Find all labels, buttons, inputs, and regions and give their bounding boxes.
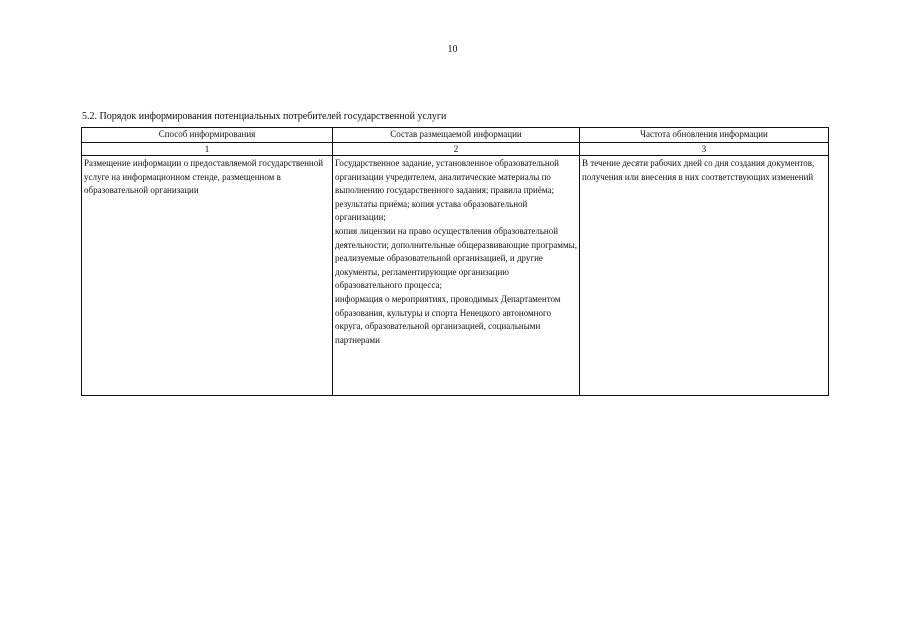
information-table	[81, 127, 829, 396]
content-paragraph: копия лицензии на право осуществления образовательной деятельности; дополнительные общеразвивающие программы, реализуемые образовательной организацией, и другие документы, регламентирующие организацию образовательного процесса;	[335, 225, 577, 291]
cell-method: Размещение информации о предоставляемой государственной услуге на информационном стенде, размещенном в образовательной организации	[82, 156, 333, 396]
content-paragraph: результаты приёма; копия устава образовательной организации;	[335, 198, 528, 223]
column-number-1: 1	[82, 143, 333, 156]
cell-content	[333, 156, 580, 396]
cell-frequency: В течение десяти рабочих дней со дня создания документов, получения или внесения в них соответствующих изменений	[580, 156, 829, 396]
table-row	[82, 156, 829, 396]
header-row	[82, 128, 829, 143]
content-paragraph: информация о мероприятиях, проводимых Департаментом образования, культуры и спорта Ненецкого автономного округа, образовательной организацией, социальными партнерами	[335, 293, 561, 345]
column-number-3: 3	[580, 143, 829, 156]
header-frequency: Частота обновления информации	[580, 128, 829, 143]
header-content: Состав размещаемой информации	[333, 128, 580, 143]
page-number: 10	[447, 44, 458, 55]
section-heading: 5.2. Порядок информирования потенциальных потребителей государственной услуги	[82, 111, 447, 122]
header-method: Способ информирования	[82, 128, 333, 143]
content-paragraph: Государственное задание, установленное образовательной организации учредителем, аналитические материалы по выполнению государственного задания; правила приёма;	[335, 158, 559, 196]
column-number-2: 2	[333, 143, 580, 156]
column-number-row	[82, 143, 829, 156]
